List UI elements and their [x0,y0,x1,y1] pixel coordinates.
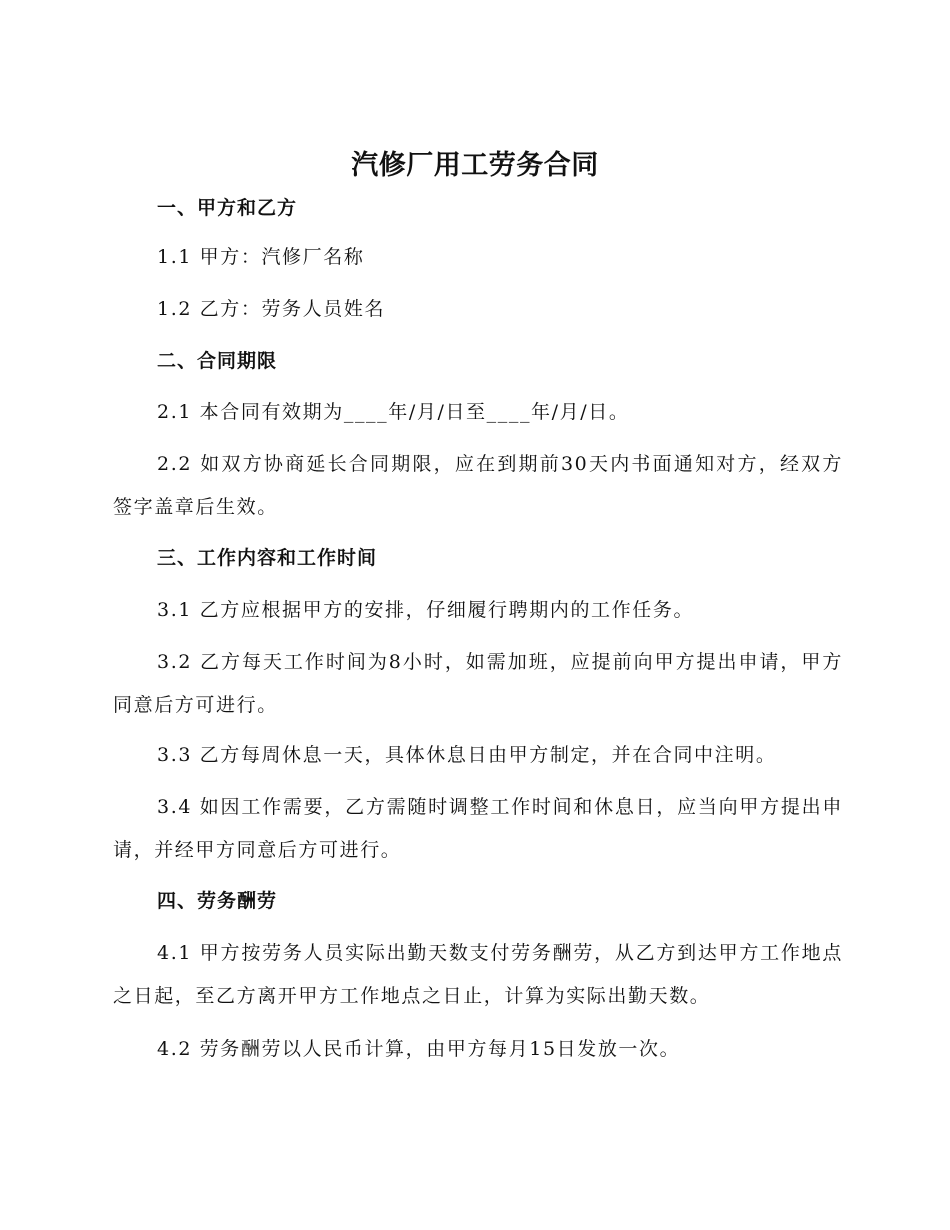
section-heading-parties: 一、甲方和乙方 [157,197,298,219]
clause-3-4: 3.4 如因工作需要，乙方需随时调整工作时间和休息日，应当向甲方提出申请，并经甲方同意后方可进行。 [113,796,843,861]
section-heading-work: 三、工作内容和工作时间 [157,547,378,569]
section-heading-pay: 四、劳务酬劳 [157,890,278,912]
clause-3-2: 3.2 乙方每天工作时间为8小时，如需加班，应提前向甲方提出申请，甲方同意后方可进行。 [113,651,843,716]
document-title: 汽修厂用工劳务合同 [351,150,599,181]
clause-3-3: 3.3 乙方每周休息一天，具体休息日由甲方制定，并在合同中注明。 [157,744,777,766]
clause-1-1: 1.1 甲方：汽修厂名称 [157,246,365,268]
section-heading-term: 二、合同期限 [157,350,278,372]
clause-4-2: 4.2 劳务酬劳以人民币计算，由甲方每月15日发放一次。 [157,1038,681,1060]
clause-3-1: 3.1 乙方应根据甲方的安排，仔细履行聘期内的工作任务。 [157,599,695,621]
clause-1-2: 1.2 乙方：劳务人员姓名 [157,298,386,320]
clause-2-1: 2.1 本合同有效期为____年/月/日至____年/月/日。 [157,401,630,423]
clause-2-2: 2.2 如双方协商延长合同期限，应在到期前30天内书面通知对方，经双方签字盖章后生效。 [113,453,843,518]
clause-4-1: 4.1 甲方按劳务人员实际出勤天数支付劳务酬劳，从乙方到达甲方工作地点之日起，至乙方离开甲方工作地点之日止，计算为实际出勤天数。 [113,942,843,1007]
